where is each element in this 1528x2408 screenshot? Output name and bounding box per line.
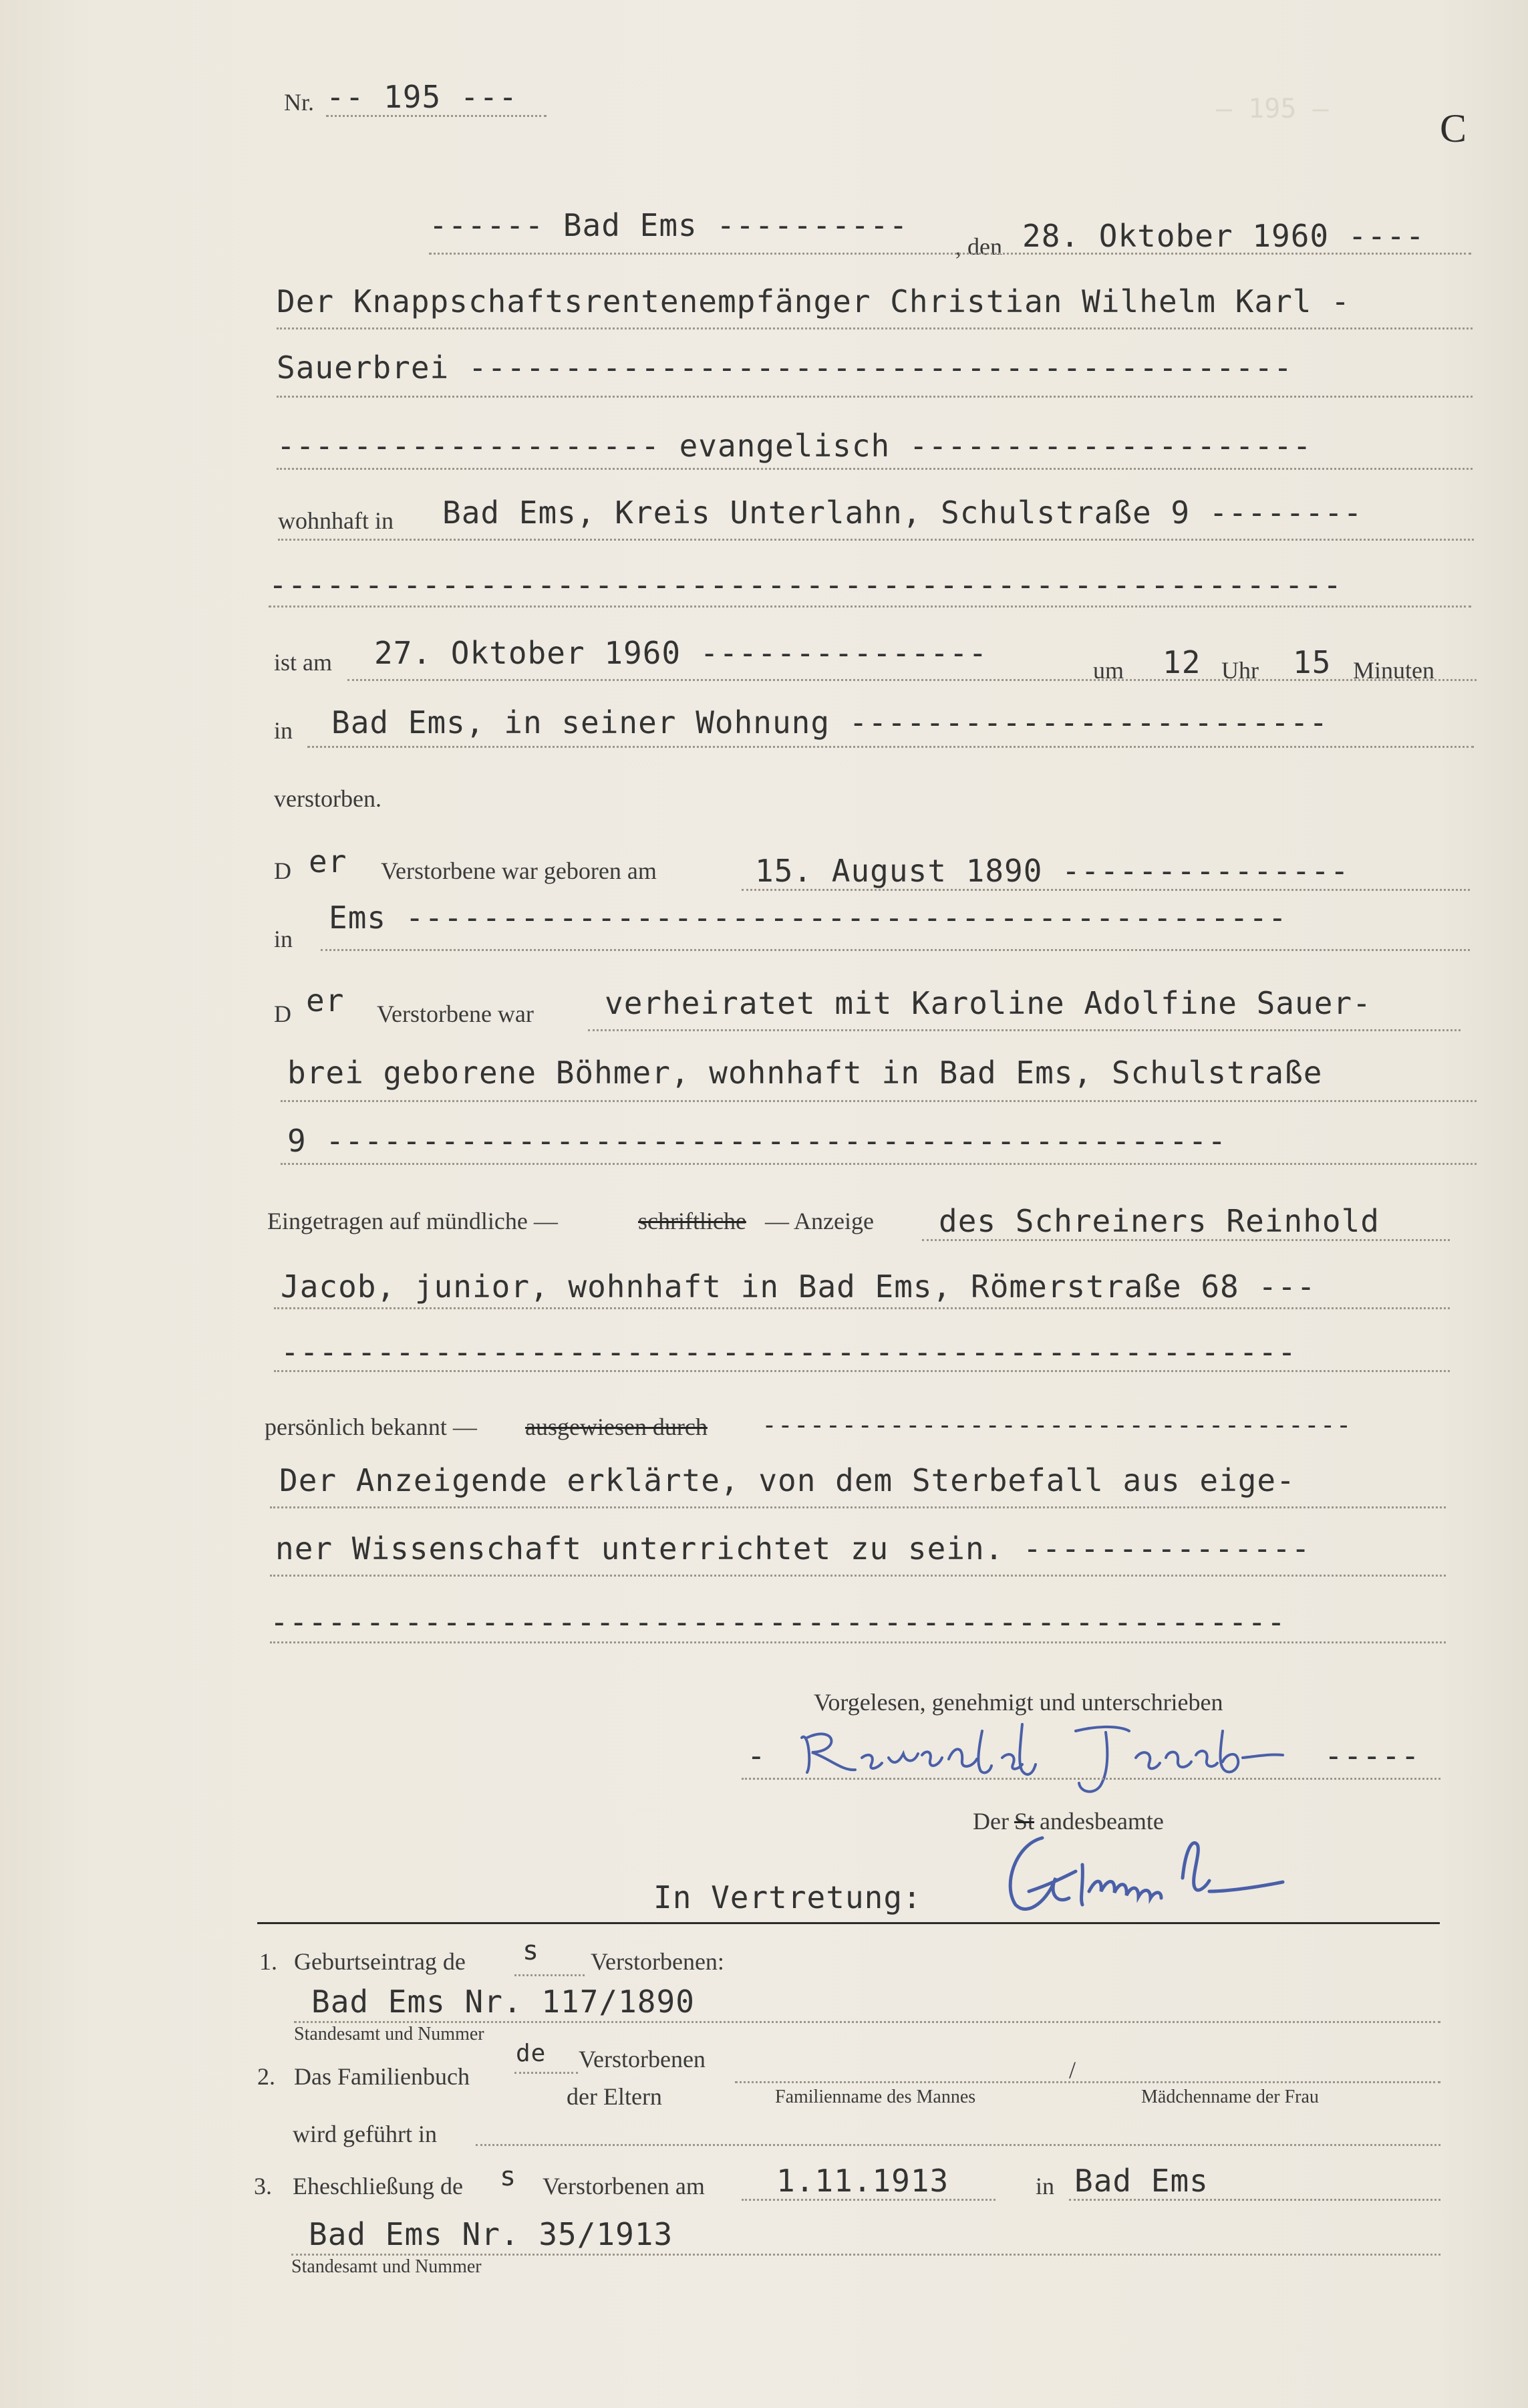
birth-suffix: er — [309, 843, 347, 880]
death-date-label: ist am — [274, 649, 332, 676]
official-prefix: Der — [973, 1808, 1009, 1835]
identification-dashes: ------------------------------------- — [762, 1410, 1352, 1440]
marriage-label: Verstorbene war — [377, 1000, 534, 1027]
death-minutes: 15 — [1293, 644, 1332, 680]
birth-place: Ems ---------------------------------------------- — [329, 900, 1287, 936]
in-vertretung: In Vertretung: — [653, 1879, 922, 1915]
footer-1-caption: Standesamt und Nummer — [294, 2024, 484, 2044]
footer-2-slash: / — [1069, 2056, 1076, 2083]
nr-label: Nr. — [284, 89, 314, 116]
residence-label: wohnhaft in — [278, 507, 394, 534]
signer-dash-right: ----- — [1324, 1738, 1420, 1774]
death-place: Bad Ems, in seiner Wohnung ------------------------- — [331, 704, 1329, 741]
bleed-through: — 195 — — [1216, 94, 1329, 124]
corner-letter: C — [1440, 106, 1467, 150]
footer-3-suffix: s — [500, 2161, 517, 2192]
footer-3-in-label: in — [1036, 2173, 1055, 2199]
person-line-1: Der Knappschaftsrentenempfänger Christian Wilhelm Karl - — [277, 283, 1350, 319]
person-line-2: Sauerbrei ------------------------------------------- — [277, 350, 1293, 386]
footer-1-value: Bad Ems Nr. 117/1890 — [311, 1984, 695, 2020]
registrar-signature — [989, 1818, 1310, 1925]
footer-3-label-mid: Verstorbenen am — [543, 2173, 705, 2199]
dateline-date: 28. Oktober 1960 ---- — [1022, 218, 1425, 254]
registration-line-2: Jacob, junior, wohnhaft in Bad Ems, Römerstraße 68 --- — [281, 1268, 1316, 1305]
registration-label-end: — Anzeige — [765, 1208, 874, 1234]
marriage-d-label: D — [274, 1000, 291, 1027]
birth-d-label: D — [274, 857, 291, 884]
read-approved-label: Vorgelesen, genehmigt und unterschrieben — [814, 1689, 1223, 1716]
official-struck: St — [1014, 1808, 1035, 1835]
footer-3-label: Eheschließung de — [293, 2173, 463, 2199]
death-date: 27. Oktober 1960 --------------- — [374, 635, 988, 671]
footer-2-option-upper-suffix: de — [516, 2040, 547, 2067]
footer-1-suffix: s — [522, 1935, 540, 1966]
footer-1-label-end: Verstorbenen: — [591, 1948, 724, 1975]
birth-label: Verstorbene war geboren am — [381, 857, 657, 884]
section-divider — [257, 1922, 1440, 1924]
person-line-3: -------------------- evangelisch --------------------- — [277, 428, 1312, 464]
death-hour: 12 — [1163, 644, 1201, 680]
residence-line-2: -------------------------------------------------------- — [269, 567, 1342, 603]
footer-3-value: Bad Ems Nr. 35/1913 — [309, 2216, 673, 2252]
footer-3-number: 3. — [254, 2173, 272, 2199]
verstorben-label: verstorben. — [274, 785, 381, 812]
death-minuten-label: Minuten — [1353, 657, 1434, 684]
residence-line-1: Bad Ems, Kreis Unterlahn, Schulstraße 9 -------- — [442, 495, 1363, 531]
footer-1-number: 1. — [259, 1948, 277, 1975]
dateline-place: ------ Bad Ems ---------- — [429, 207, 909, 243]
footer-2-kept-label: wird geführt in — [293, 2121, 437, 2147]
registration-line-1: des Schreiners Reinhold — [939, 1203, 1380, 1239]
footer-2-caption-husband: Familienname des Mannes — [775, 2087, 976, 2107]
registration-label-start: Eingetragen auf mündliche — — [267, 1208, 558, 1234]
birth-place-label: in — [274, 926, 293, 952]
death-place-label: in — [274, 717, 293, 744]
death-time-um-label: um — [1093, 657, 1124, 684]
marriage-line-3: 9 ----------------------------------------------- — [287, 1123, 1227, 1159]
marriage-suffix: er — [306, 982, 345, 1019]
footer-2-label: Das Familienbuch — [294, 2063, 470, 2090]
birth-date: 15. August 1890 --------------- — [755, 853, 1350, 889]
footer-2-option-lower: der Eltern — [567, 2083, 662, 2110]
death-uhr-label: Uhr — [1221, 657, 1259, 684]
marriage-line-1: verheiratet mit Karoline Adolfine Sauer- — [605, 985, 1372, 1021]
footer-2-number: 2. — [257, 2063, 275, 2090]
identification-label-struck: ausgewiesen durch — [525, 1414, 708, 1440]
record-number: -- 195 --- — [326, 79, 518, 115]
declaration-line-3: ----------------------------------------------------- — [270, 1604, 1286, 1640]
footer-3-date: 1.11.1913 — [776, 2163, 949, 2199]
footer-3-caption: Standesamt und Nummer — [291, 2256, 482, 2277]
marriage-line-2: brei geborene Böhmer, wohnhaft in Bad Ems, Schulstraße — [287, 1055, 1323, 1091]
registration-label-struck: schriftliche — [638, 1208, 746, 1234]
registration-line-3: ----------------------------------------------------- — [281, 1334, 1297, 1370]
dateline-den: , den — [955, 233, 1002, 260]
official-title: andesbeamte — [1040, 1808, 1164, 1835]
footer-1-label: Geburtseintrag de — [294, 1948, 466, 1975]
identification-label: persönlich bekannt — — [265, 1414, 477, 1440]
declaration-line-2: ner Wissenschaft unterrichtet zu sein. --------------- — [275, 1530, 1311, 1567]
footer-3-place: Bad Ems — [1074, 2163, 1209, 2199]
informant-signature — [782, 1711, 1316, 1798]
footer-2-option-upper: Verstorbenen — [579, 2046, 706, 2072]
footer-2-caption-wife: Mädchenname der Frau — [1141, 2087, 1319, 2107]
signer-dash-left: - — [747, 1738, 766, 1774]
declaration-line-1: Der Anzeigende erklärte, von dem Sterbefall aus eige- — [279, 1462, 1295, 1498]
